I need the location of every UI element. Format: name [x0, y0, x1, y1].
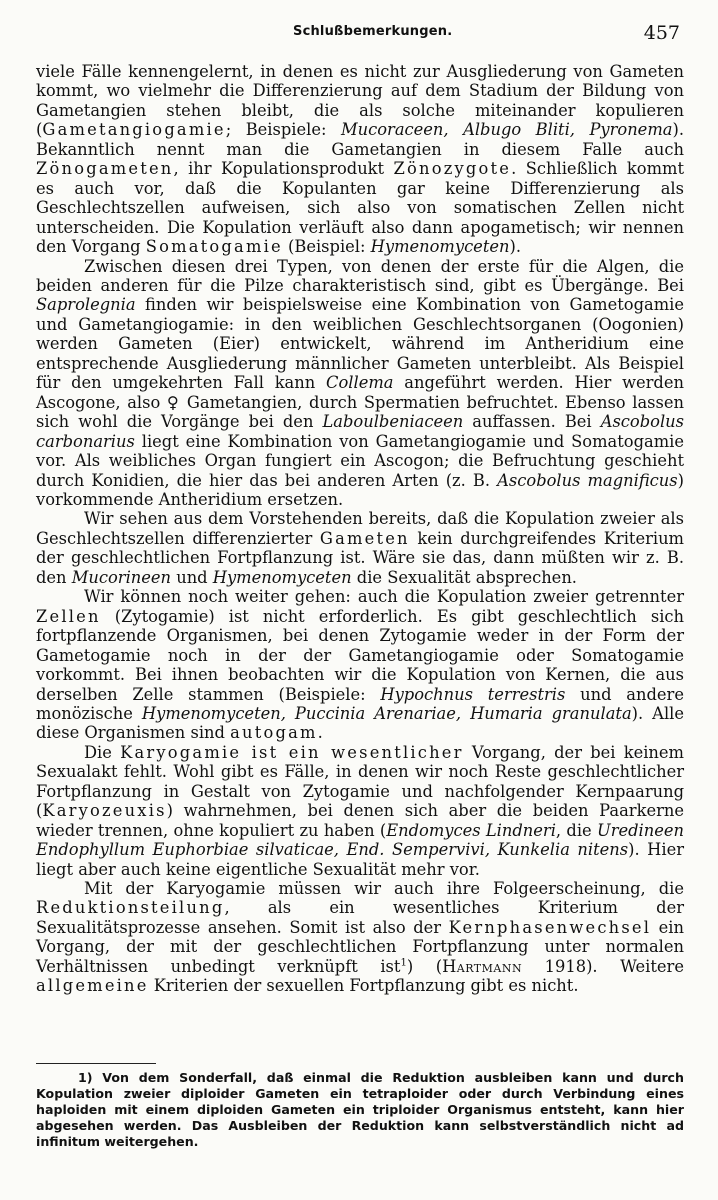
paragraph-5: Die Karyogamie ist ein wesentlicher Vorgang, der bei keinem Sexualakt fehlt. Wohl gibt es Fälle, in denen wir noch Reste geschlechtlicher Fortpflanzung in Gestalt von Zytogamie und nachfolgender Kernpaarung (Karyozeuxis) wahrnehmen, bei denen sich aber die beiden Paarkerne wieder trennen, ohne kopuliert zu haben (Endomyces Lindneri, die Uredineen Endophyllum Euphorbiae silvaticae, End. Sempervivi, Kunkelia nitens). Hier liegt aber auch keine eigentliche Sexualität mehr vor.: [36, 742, 685, 879]
page-number: 457: [643, 22, 680, 44]
running-head: Schlußbemerkungen.: [293, 24, 453, 39]
paragraph-4: Wir können noch weiter gehen: auch die Kopulation zweier getrennter Zellen (Zytogamie) ist nicht erforderlich. Es gibt geschlechtlich sich fortpflanzende Organismen, bei denen Zytogamie weder in der Form der Gametogamie noch in der der Gametangiogamie oder Somatogamie vorkommt. Bei ihnen beobachten wir die Kopulation von Kernen, die aus derselben Zelle stammen (Beispiele: Hypochnus terrestris und andere monözische Hymenomyceten, Puccinia Arenariae, Humaria granulata). Alle diese Organismen sind autogam.: [36, 587, 684, 743]
footnote: [36, 1070, 684, 1150]
paragraph-2: Zwischen diesen drei Typen, von denen der erste für die Algen, die beiden anderen für die Pilze charakteristisch sind, gibt es Übergänge. Bei Saprolegnia finden wir beispielsweise eine Kombination von Gametogamie und Gametangiogamie: in den weiblichen Geschlechtsorganen (Oogonien) werden Gameten (Eier) entwickelt, während im Antheridium eine entsprechende Ausgliederung männlicher Gameten unterbleibt. Als Beispiel für den umgekehrten Fall kann Collema angeführt werden. Hier werden Ascogone, also ♀ Gametangien, durch Spermatien befruchtet. Ebenso lassen sich wohl die Vorgänge bei den Laboulbeniaceen auffassen. Bei Ascobolus carbonarius liegt eine Kombination von Gametangiogamie und Somatogamie vor. Als weibliches Organ fungiert ein Ascogon; die Befruchtung geschieht durch Konidien, die hier das bei anderen Arten (z. B. Ascobolus magnificus) vorkommende Antheridium ersetzen.: [36, 256, 684, 509]
paragraph-6: Mit der Karyogamie müssen wir auch ihre Folgeerscheinung, die Reduktionsteilung, als ein wesentliches Kriterium der Sexualitätsprozesse ansehen. Somit ist also der Kernphasenwechsel ein Vorgang, der mit der geschlechtlichen Fortpflanzung unter normalen Verhältnissen unbedingt verknüpft ist$^1$) (Hartmann 1918). Weitere allgemeine Kriterien der sexuellen Fortpflanzung gibt es nicht.: [36, 879, 684, 996]
paragraph-3: Wir sehen aus dem Vorstehenden bereits, daß die Kopulation zweier als Geschlechtszellen differenzierter Gameten kein durchgreifendes Kriterium der geschlechtlichen Fortpflanzung ist. Wäre sie das, dann müßten wir z. B. den Mucorineen und Hymenomyceten die Sexualität absprechen.: [36, 509, 684, 587]
body-text: [36, 62, 684, 996]
footnote-text: 1) Von dem Sonderfall, daß einmal die Reduktion ausbleiben kann und durch Kopulation zweier diploider Gameten ein tetraploider oder durch Verbindung eines haploiden mit einem diploiden Gameten ein triploider Organismus entsteht, kann hier abgesehen werden. Das Ausbleiben der Reduktion kann selbstverständlich nicht ad infinitum weitergehen.: [36, 1070, 684, 1149]
page-header: [0, 22, 718, 48]
paragraph-1: viele Fälle kennengelernt, in denen es nicht zur Ausgliederung von Gameten kommt, wo vielmehr die Differenzierung auf dem Stadium der Bildung von Gametangien stehen bleibt, die als solche miteinander kopulieren (Gametangiogamie; Beispiele: Mucoraceen, Albugo Bliti, Pyronema). Bekanntlich nennt man die Gametangien in diesem Falle auch Zönogameten, ihr Kopulationsprodukt Zönozygote. Schließlich kommt es auch vor, daß die Kopulanten gar keine Differenzierung als Geschlechtszellen aufweisen, sich also von somatischen Zellen nicht unterscheiden. Die Kopulation verläuft also dann apogametisch; wir nennen den Vorgang Somatogamie (Beispiel: Hymenomyceten).: [36, 62, 684, 257]
footnote-marker[interactable]: 1: [400, 957, 407, 969]
footnote-divider: [36, 1063, 156, 1064]
